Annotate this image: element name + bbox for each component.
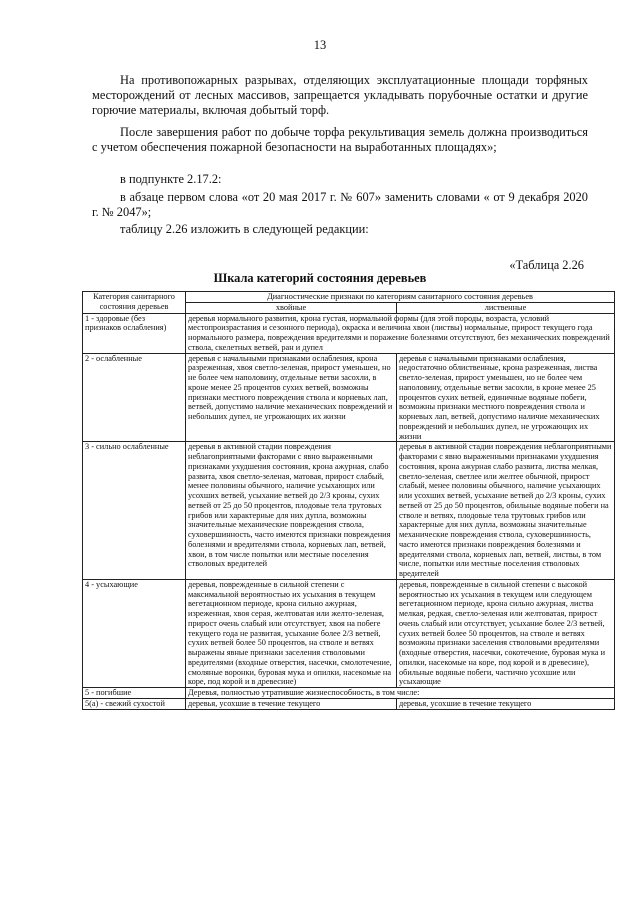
table-row (83, 442, 615, 580)
page-number: 13 (313, 38, 327, 52)
table-row (83, 353, 615, 442)
row-deciduous-description: деревья, усохшие в течение текущего (397, 698, 615, 709)
row-deciduous-description: деревья в активной стадии повреждения неблагоприятными факторами с явно выраженными признаками ухудшения состояния, крона ажурная слабо развита, листва мелкая, светло-зеленая, светлее или желтее обычной, прирост слабый, менее половины обычного, наличие усыхающих или усохших ветвей, усыхание ветвей до 2/3 кроны, сухих ветвей от 25 до 50 процентов, обильные водяные побеги на стволе и ветвях, плодовые тела трутовых грибов или характерные для них дупла, возможны значительные механические повреждения ствола, суховершинность, часто имеются признаки повреждения болезнями и вредителями ствола, корневых лап, ветвей, листвы, в том числе, попытки или местные поселения стволовых вредителей (397, 442, 615, 580)
row-category: 1 - здоровые (без признаков ослабления) (83, 313, 186, 353)
row-merged-description: деревья нормального развития, крона густая, нормальной формы (для этой породы, возраста, условий местопроизрастания и сезонного периода), окраска и величина хвои (листвы) нормальные, прирост текущего года нормального размера, повреждения вредителями и поражение болезнями отсутствуют, без механических повреждений ствола, скелетных ветвей, ран и дупел (186, 313, 615, 353)
table-header-row (83, 292, 615, 303)
paragraph-table-intro: таблицу 2.26 изложить в следующей редакции: (120, 222, 369, 236)
header-category: Категория санитарного состояния деревьев (83, 292, 186, 314)
row-conifer-description: деревья с начальными признаками ослабления, крона разреженная, хвоя светло-зеленая, прирост уменьшен, но не более чем наполовину, отдельные ветви засохли, в кроне менее 25 процентов сухих ветвей, возможны признаки местного повреждения ствола и корневых лап, ветвей, допустимо наличие механических повреждений и небольших дупел, не угрожающих их жизни (186, 353, 397, 442)
table-row (83, 313, 615, 353)
row-category: 3 - сильно ослабленные (83, 442, 186, 580)
row-deciduous-description: деревья с начальными признаками ослабления, недостаточно облиственные, крона разреженная, листва светло-зеленая, прирост уменьшен, но не более чем наполовину, отдельные ветви засохли, в кроне менее 25 процентов сухих ветвей, единичные водяные побеги, возможны признаки местного повреждения ствола и корневых лап, ветвей, допустимо наличие механических повреждений и небольших дупел, не угрожающих их жизни (397, 353, 615, 442)
table-row (83, 579, 615, 687)
table-row (83, 688, 615, 699)
header-diagnostic: Диагностические признаки по категориям санитарного состояния деревьев (186, 292, 615, 303)
table-row (83, 698, 615, 709)
row-deciduous-description: деревья, поврежденные в сильной степени с высокой вероятностью их усыхания в текущем или следующем вегетационном периоде, крона сильно ажурная, листва мелкая, редкая, светло-зеленая или желтоватая, прирост очень слабый или отсутствует, усыхание более 2/3 ветвей, сухих ветвей более 50 процентов, на стволе и ветвях возможны признаки заселения стволовыми вредителями (входные отверстия, насечки, сокотечение, буровая мука и опилки, насекомые на коре, под корой и в древесине), обильные водяные побеги, частично усохшие или усыхающие (397, 579, 615, 687)
row-category: 4 - усыхающие (83, 579, 186, 687)
table-title: Шкала категорий состояния деревьев (213, 271, 427, 285)
paragraph-firebreaks: На противопожарных разрывах, отделяющих эксплуатационные площади торфяных месторождений от лесных массивов, запрещается укладывать порубочные остатки и другие горючие материалы, включая добытый торф. (92, 73, 588, 118)
row-conifer-description: деревья, поврежденные в сильной степени с максимальной вероятностью их усыхания в текущем вегетационном периоде, крона сильно ажурная, изреженная, хвоя серая, желтоватая или желто-зеленая, прирост очень слабый или отсутствует, хвоя на побеге текущего года не развитая, усыхание более 2/3 ветвей, сухих ветвей более 50 процентов, на стволе и ветвях выражены явные признаки заселения стволовыми вредителями (входные отверстия, насечки, смолотечение, смоляные воронки, буровая мука и опилки, насекомые на коре, под корой и в древесине) (186, 579, 397, 687)
paragraph-replace-words: в абзаце первом слова «от 20 мая 2017 г. № 607» заменить словами « от 9 декабря 2020 г. № 2047»; (92, 190, 588, 220)
row-conifer-description: деревья в активной стадии повреждения неблагоприятными факторами с явно выраженными признаками ухудшения состояния, крона ажурная, слабо развита, хвоя светло-зеленая, матовая, прирост слабый, менее половины обычного, наличие усыхающих или усохших ветвей, усыхание ветвей до 2/3 кроны, сухих ветвей от 25 до 50 процентов, плодовые тела трутовых грибов или характерные для них дупла, возможны значительные механические повреждения ствола, суховершинность, часто имеются признаки повреждения болезнями и вредителями ствола, корневых лап, ветвей, хвои, в том числе попытки или местные поселения стволовых вредителей (186, 442, 397, 580)
row-category: 5(а) - свежий сухостой (83, 698, 186, 709)
header-conifer: хвойные (186, 302, 397, 313)
tree-condition-table (82, 291, 615, 710)
row-category: 5 - погибшие (83, 688, 186, 699)
row-category: 2 - ослабленные (83, 353, 186, 442)
row-merged-description: Деревья, полностью утратившие жизнеспособность, в том числе: (186, 688, 615, 699)
table-caption: «Таблица 2.26 (509, 258, 584, 272)
paragraph-subclause: в подпункте 2.17.2: (120, 172, 222, 186)
header-deciduous: лиственные (397, 302, 615, 313)
paragraph-reclamation: После завершения работ по добыче торфа рекультивация земель должна производиться с учетом обеспечения пожарной безопасности на выработанных площадях»; (92, 125, 588, 155)
row-conifer-description: деревья, усохшие в течение текущего (186, 698, 397, 709)
